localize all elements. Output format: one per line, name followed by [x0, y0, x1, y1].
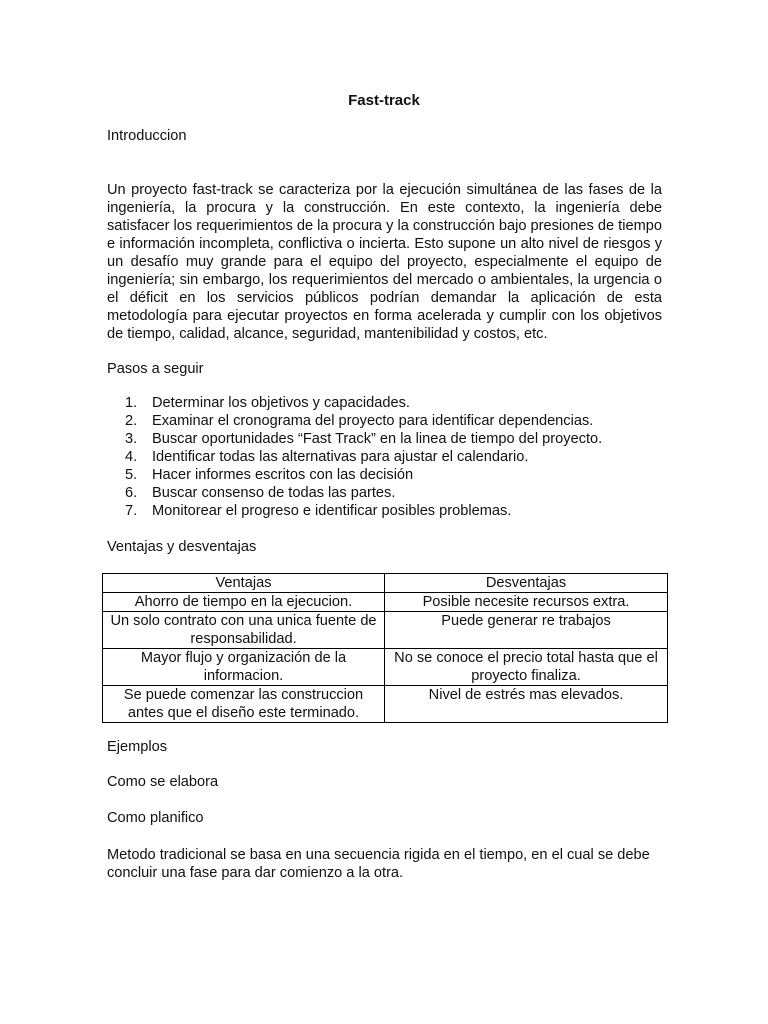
header-desventajas: Desventajas: [385, 574, 668, 593]
table-row: [103, 593, 668, 612]
table-cell: Un solo contrato con una unica fuente de responsabilidad.: [103, 612, 385, 649]
step-number: 4.: [125, 449, 138, 465]
step-item: [107, 502, 667, 520]
step-item: [107, 484, 667, 502]
step-text: Determinar los objetivos y capacidades.: [152, 395, 410, 411]
table-cell: Posible necesite recursos extra.: [385, 593, 668, 612]
step-item: [107, 412, 667, 430]
intro-heading: Introduccion: [107, 128, 187, 144]
step-item: [107, 430, 667, 448]
steps-list: [107, 394, 667, 520]
table-cell: Se puede comenzar las construccion antes que el diseño este terminado.: [103, 686, 385, 723]
step-item: [107, 466, 667, 484]
table-cell: Mayor flujo y organización de la informacion.: [103, 649, 385, 686]
step-item: [107, 448, 667, 466]
table-row: [103, 686, 668, 723]
header-ventajas: Ventajas: [103, 574, 385, 593]
step-number: 2.: [125, 413, 138, 429]
table-cell: Nivel de estrés mas elevados.: [385, 686, 668, 723]
table-cell: Ahorro de tiempo en la ejecucion.: [103, 593, 385, 612]
step-text: Examinar el cronograma del proyecto para identificar dependencias.: [152, 413, 594, 429]
document-title: Fast-track: [348, 92, 420, 109]
how-made-heading: Como se elabora: [107, 774, 219, 790]
how-plan-heading: Como planifico: [107, 810, 204, 826]
step-text: Hacer informes escritos con las decisión: [152, 467, 414, 483]
step-number: 5.: [125, 467, 138, 483]
step-number: 3.: [125, 431, 138, 447]
table-cell: No se conoce el precio total hasta que el proyecto finaliza.: [385, 649, 668, 686]
step-text: Identificar todas las alternativas para ajustar el calendario.: [152, 449, 529, 465]
table-header-row: [103, 574, 668, 593]
closing-paragraph: Metodo tradicional se basa en una secuencia rigida en el tiempo, en el cual se debe concluir una fase para dar comienzo a la otra.: [107, 847, 650, 881]
examples-heading: Ejemplos: [107, 739, 168, 755]
comparison-heading: Ventajas y desventajas: [107, 539, 257, 555]
table-row: [103, 649, 668, 686]
step-number: 6.: [125, 485, 138, 501]
step-text: Buscar oportunidades “Fast Track” en la linea de tiempo del proyecto.: [152, 431, 603, 447]
step-number: 1.: [125, 395, 138, 411]
step-text: Monitorear el progreso e identificar posibles problemas.: [152, 503, 512, 519]
step-item: [107, 394, 667, 412]
comparison-table: [102, 573, 668, 723]
table-row: [103, 612, 668, 649]
intro-paragraph: Un proyecto fast-track se caracteriza por la ejecución simultánea de las fases de la ingeniería, la procura y la construcción. En este contexto, la ingeniería debe satisfacer los requerimientos de la procura y la construcción bajo presiones de tiempo e información incompleta, conflictiva o incierta. Esto supone un alto nivel de riesgos y un desafío muy grande para el equipo del proyecto, especialmente el equipo de ingeniería; sin embargo, los requerimientos del mercado o ambientales, la urgencia o el déficit en los servicios públicos podrían demandar la aplicación de esta metodología para ejecutar proyectos en forma acelerada y cumplir con los objetivos de tiempo, calidad, alcance, seguridad, mantenibilidad y costos, etc.: [107, 182, 662, 342]
steps-heading: Pasos a seguir: [107, 361, 204, 377]
step-text: Buscar consenso de todas las partes.: [152, 485, 396, 501]
table-cell: Puede generar re trabajos: [385, 612, 668, 649]
step-number: 7.: [125, 503, 138, 519]
